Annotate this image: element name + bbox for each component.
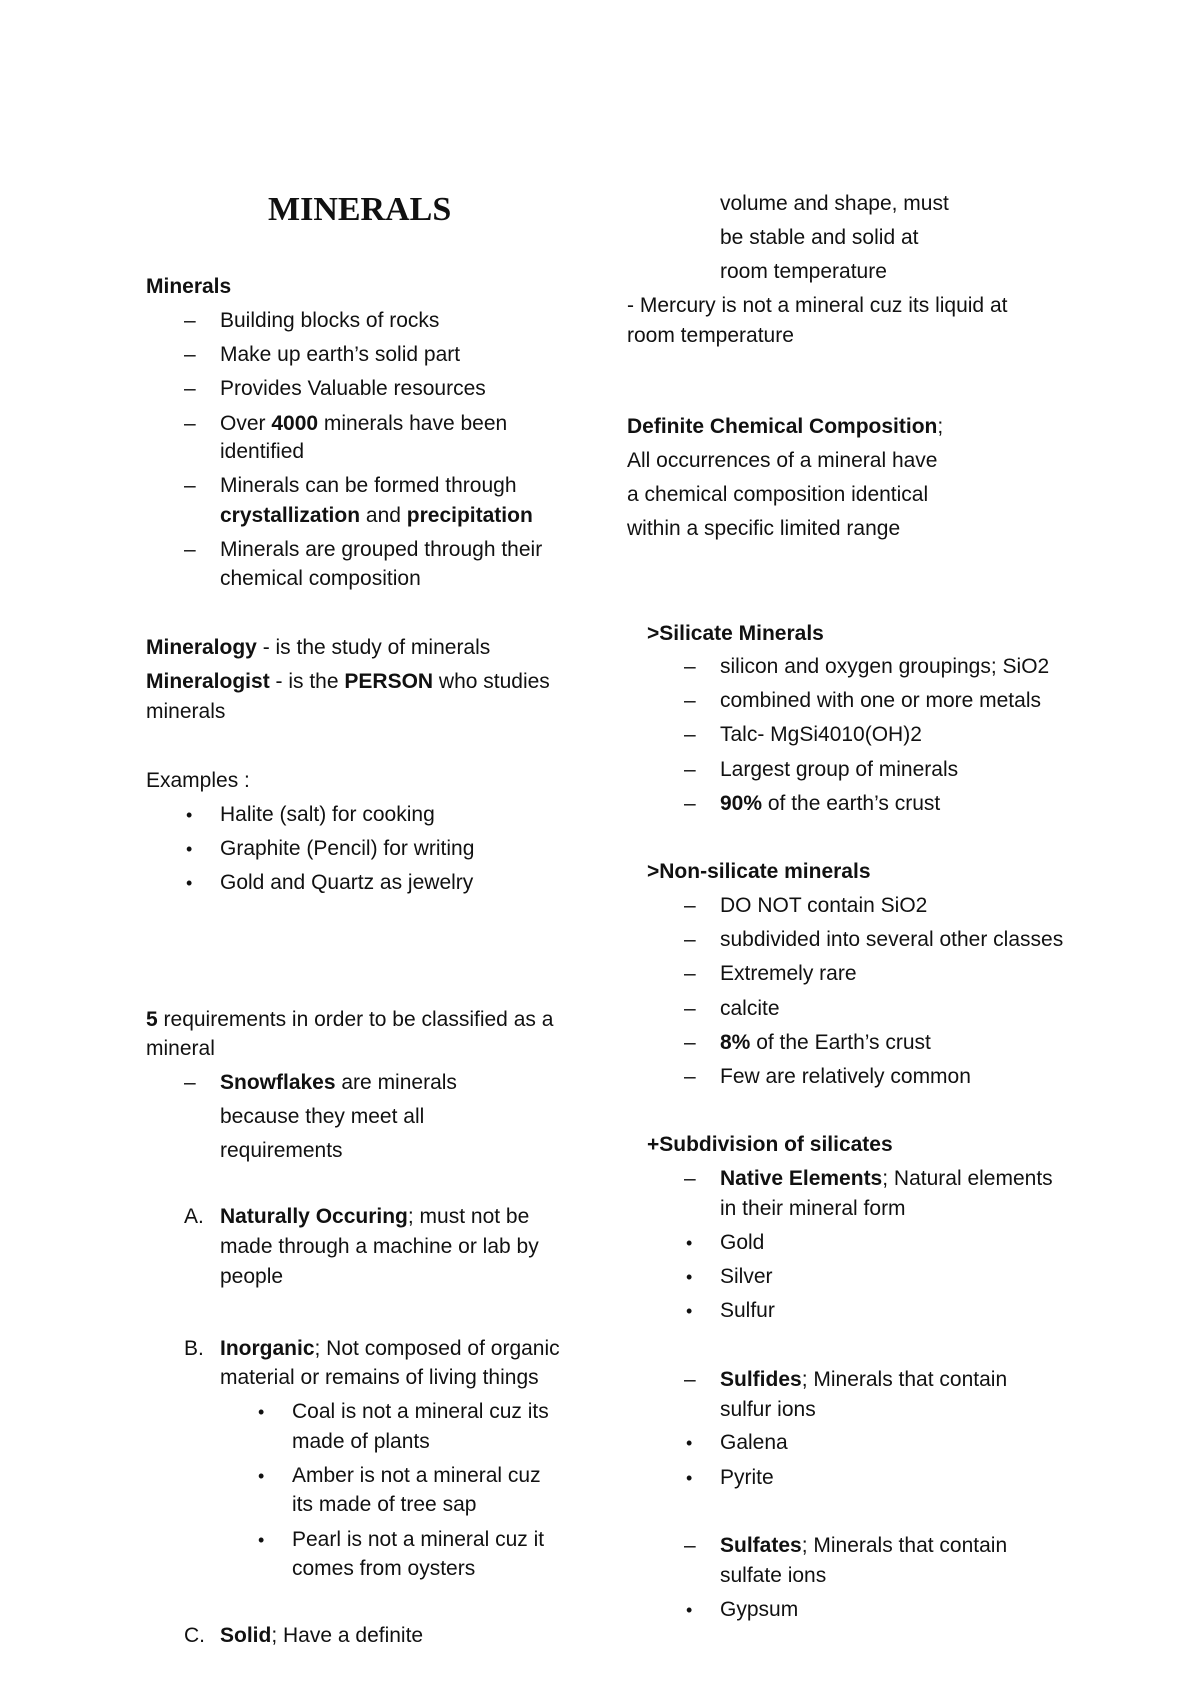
bullet-item: – combined with one or more metals: [720, 687, 1041, 715]
bullet-item-continued: in their mineral form: [720, 1197, 906, 1220]
bullet-item: – Extremely rare: [720, 960, 857, 988]
page-title: MINERALS: [268, 191, 452, 228]
bullet-item: – 8% of the Earth’s crust: [720, 1029, 931, 1057]
example-item: • Halite (salt) for cooking: [220, 801, 435, 829]
sub-bullet-continued: its made of tree sap: [292, 1493, 477, 1516]
requirements-heading-continued: mineral: [146, 1037, 215, 1060]
sub-bullet-item: • Gypsum: [720, 1596, 798, 1624]
sub-bullet-item: • Galena: [720, 1429, 788, 1457]
sub-bullet-item: • Gold: [720, 1229, 764, 1257]
example-item: • Graphite (Pencil) for writing: [220, 835, 474, 863]
requirement-c: Solid; Have a definite: [220, 1624, 424, 1647]
bullet-item: – Building blocks of rocks: [220, 307, 439, 335]
subdivision-heading: +Subdivision of silicates: [647, 1133, 893, 1156]
mercury-note: - Mercury is not a mineral cuz its liquid at: [627, 294, 1008, 317]
bullet-item-continued: chemical composition: [220, 567, 421, 590]
mercury-note-continued: room temperature: [627, 324, 794, 347]
bullet-item: – 90% of the earth’s crust: [720, 790, 940, 818]
sub-bullet-item: • Silver: [720, 1263, 773, 1291]
sub-bullet-item: • Amber is not a mineral cuz: [292, 1462, 541, 1490]
section-heading-minerals: Minerals: [146, 275, 232, 298]
requirement-a: Naturally Occuring; must not be: [220, 1205, 530, 1228]
bullet-item: – Over 4000 minerals have been: [220, 410, 507, 438]
bullet-item: – calcite: [720, 995, 780, 1023]
nonsilicate-heading: >Non-silicate minerals: [647, 860, 871, 883]
definition-mineralogist: Mineralogist - is the PERSON who studies: [146, 670, 550, 693]
definition-continued: minerals: [146, 700, 226, 723]
requirement-continued: volume and shape, must: [720, 192, 949, 215]
sub-bullet-item: • Sulfur: [720, 1297, 775, 1325]
requirement-b: Inorganic; Not composed of organic: [220, 1337, 560, 1360]
requirement-continued: made through a machine or lab by: [220, 1235, 539, 1258]
sub-bullet-continued: made of plants: [292, 1430, 430, 1453]
bullet-item: – Make up earth’s solid part: [220, 341, 460, 369]
bullet-item-continued: sulfate ions: [720, 1564, 827, 1587]
paragraph-line: All occurrences of a mineral have: [627, 449, 938, 472]
definite-composition-heading: Definite Chemical Composition;: [627, 415, 944, 438]
silicate-heading: >Silicate Minerals: [647, 622, 824, 645]
bullet-item: – silicon and oxygen groupings; SiO2: [720, 653, 1049, 681]
bullet-item: – Provides Valuable resources: [220, 375, 486, 403]
bullet-item: – Sulfides; Minerals that contain: [720, 1366, 1007, 1394]
sub-bullet-item: • Coal is not a mineral cuz its: [292, 1398, 549, 1426]
bullet-item-continued: sulfur ions: [720, 1398, 816, 1421]
bullet-item: – Largest group of minerals: [720, 756, 958, 784]
paragraph-line: within a specific limited range: [627, 517, 901, 540]
bullet-item: – Talc- MgSi4010(OH)2: [720, 721, 922, 749]
bullet-item-continued: identified: [220, 440, 305, 463]
bullet-item: – Few are relatively common: [720, 1063, 971, 1091]
requirement-continued: people: [220, 1265, 284, 1288]
sub-bullet-item: • Pyrite: [720, 1464, 774, 1492]
requirement-continued: be stable and solid at: [720, 226, 919, 249]
bullet-item: – Minerals can be formed through: [220, 472, 517, 500]
bullet-item-continued: requirements: [220, 1139, 343, 1162]
list-letter: A.: [184, 1205, 204, 1228]
example-item: • Gold and Quartz as jewelry: [220, 869, 473, 897]
bullet-item-continued: because they meet all: [220, 1105, 425, 1128]
sub-bullet-continued: comes from oysters: [292, 1557, 476, 1580]
bullet-item: – Snowflakes are minerals: [220, 1069, 457, 1097]
bullet-item: – Native Elements; Natural elements: [720, 1165, 1053, 1193]
sub-bullet-item: • Pearl is not a mineral cuz it: [292, 1526, 544, 1554]
paragraph-line: a chemical composition identical: [627, 483, 929, 506]
bullet-item-continued: crystallization and precipitation: [220, 504, 533, 527]
bullet-item: – Sulfates; Minerals that contain: [720, 1532, 1007, 1560]
bullet-item: – Minerals are grouped through their: [220, 536, 542, 564]
requirements-heading: 5 requirements in order to be classified as a: [146, 1008, 554, 1031]
list-letter: C.: [184, 1624, 205, 1647]
requirement-continued: material or remains of living things: [220, 1366, 539, 1389]
requirement-continued: room temperature: [720, 260, 887, 283]
list-letter: B.: [184, 1337, 204, 1360]
bullet-item: – DO NOT contain SiO2: [720, 892, 927, 920]
bullet-item: – subdivided into several other classes: [720, 926, 1063, 954]
definition-mineralogy: Mineralogy - is the study of minerals: [146, 636, 491, 659]
examples-heading: Examples :: [146, 769, 250, 792]
